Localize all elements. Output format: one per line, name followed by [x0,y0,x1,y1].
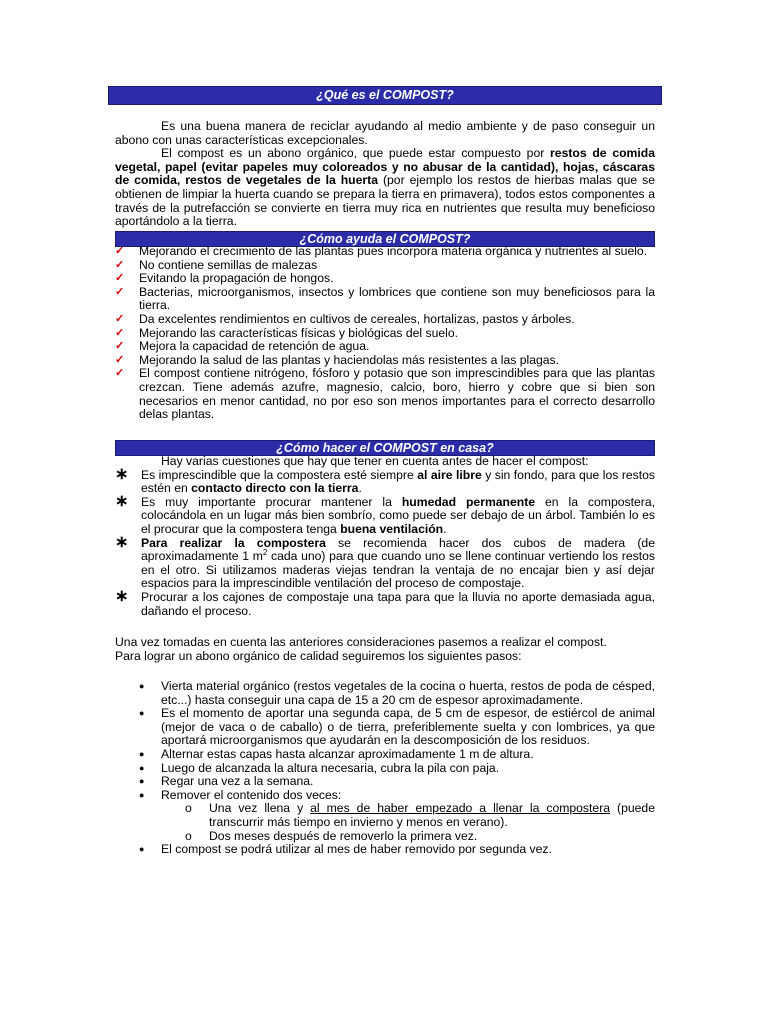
section-header-como-ayuda: ¿Cómo ayuda el COMPOST? [115,231,655,247]
list-item-text: Es el momento de aportar una segunda capa, de 5 cm de espesor, de estiércol de animal (mejor de vaca o de caballo) o de tierra, preferiblemente suelta y con lombrices, ya que aportará microorganismos que ayudarán en la descomposición de los residuos. [161,706,655,748]
list-item [115,680,655,707]
how-lead: Hay varias cuestiones que hay que tener en cuenta antes de hacer el compost: [161,454,589,468]
intro-text [115,120,655,229]
bullet-icon: ● [139,844,145,855]
s1-text-c: y sin fondo, para que los restos estén en [141,467,656,496]
list-item [115,313,655,327]
bullet-icon: ● [139,748,145,759]
steps-list [115,680,655,857]
steps-intro-2: Para lograr un abono orgánico de calidad seguiremos los siguientes pasos: [115,648,522,663]
check-icon: ✓ [115,353,125,366]
s3-text-c: cada uno) para que cuando uno se llene continuar vertiendo los restos en el otro. Si utilizamos maderas viejas tendran la ventaja de no encajar bien y así dejar espacios para la imprescindible ventilación del proceso de compostaje. [141,549,655,591]
list-item-text: Mejora la capacidad de retención de agua. [139,339,370,354]
sub-bullet-icon: o [185,801,192,816]
list-item [115,748,655,762]
check-icon: ✓ [115,245,125,257]
check-icon: ✓ [115,340,125,353]
check-icon: ✓ [115,326,125,339]
s3-text-b: se recomienda hacer dos cubos de madera (de aproximadamente 1 m [141,535,655,564]
para2-text-c: (por ejemplo los restos de hierbas malas que se obtienen de limpiar la huerta cuando se prepara la tierra en primavera), todos estos componentes a través de la putrefacción se convierte en tierra muy rica en nutrientes que resulta muy beneficioso aportándolo a la tierra. [115,173,655,229]
check-icon: ✓ [115,367,125,380]
asterisk-icon: ∗ [115,465,129,483]
s2-text-a: Es muy importante procurar mantener la [141,494,402,509]
s2-text-c: en la compostera, colocándola en un lugar más bien sombrío, como puede ser debajo de un árbol. También lo es el procurar que la compostera tenga [141,494,655,536]
s4-text: Procurar a los cajones de compostaje una tapa para que la lluvia no aporte demasiada agua, dañando el proceso. [141,589,655,618]
bullet-icon: ● [139,681,145,691]
bullet-icon: ● [139,708,145,719]
list-item [115,354,655,368]
bullet-icon: ● [139,762,145,773]
list-item [115,533,655,591]
s1-text-a: Es imprescindible que la compostera esté siempre [141,467,418,482]
check-icon: ✓ [115,272,125,285]
section-header-que-es: ¿Qué es el COMPOST? [108,86,662,105]
s1-bold-b: al aire libre [417,467,482,482]
benefits-list [115,245,655,422]
list-item-text: Mejorando el crecimiento de las plantas pues incorpora materia orgánica y nutrientes al suelo. [139,244,648,258]
how-to-section [115,455,655,618]
s2-bold-d: buena ventilación [340,521,444,536]
list-item-text: Evitando la propagación de hongos. [139,271,334,286]
sub2-text: Dos meses después de removerlo la primera vez. [209,828,478,843]
asterisk-icon: ∗ [115,587,129,605]
list-item-text: Vierta material orgánico (restos vegetales de la cocina o huerta, restos de poda de césped, etc...) hasta conseguir una capa de 15 a 20 cm de espesor aproximadamente. [161,679,655,707]
sub-list-item [161,830,655,844]
bullet-icon: ● [139,789,145,800]
intro-paragraph-2 [115,147,655,229]
list-item [115,762,655,776]
sub1-text-a: Una vez llena y [209,801,311,816]
list-item [115,775,655,789]
list-item-text: Da excelentes rendimientos en cultivos de cereales, hortalizas, pastos y árboles. [139,311,575,326]
sub-bullet-icon: o [185,828,192,843]
list-item [115,340,655,354]
list-item [115,587,655,618]
steps-intro-1: Una vez tomadas en cuenta las anteriores consideraciones pasemos a realizar el compost. [115,635,607,649]
sub1-text-c: (puede transcurrir más tiempo en invierno y menos en verano). [209,801,655,829]
check-icon: ✓ [115,312,125,325]
s1-bold-d: contacto directo con la tierra [191,481,359,496]
s3-bold-a: Para realizar la compostera [141,535,326,550]
list-item [115,286,655,313]
sub-list-item [161,802,655,829]
list-item-text: El compost contiene nitrógeno, fósforo y potasio que son imprescindibles para que las plantas crezcan. Tiene además azufre, magnesio, calcio, boro, hierro y cobre que si bien son necesarios en menor cantidad, no por eso son menos importantes para el correcto desarrollo delas plantas. [139,366,655,422]
list-item [115,367,655,421]
list-item [115,465,656,496]
steps-intro [115,636,655,663]
s1-text-e: . [358,481,362,496]
s2-text-e: . [443,521,447,536]
list-item [115,492,655,537]
sub-steps-list [161,802,655,843]
list-item [115,245,655,259]
list-item [115,707,655,748]
check-icon: ✓ [115,285,125,298]
para2-bold: restos de comida vegetal, papel (evitar papeles muy coloreados y no abusar de la cantidad), hojas, cáscaras de comida, restos de vegetales de la huerta [115,146,655,188]
list-item-text: Luego de alcanzada la altura necesaria, cubra la pila con paja. [161,760,500,775]
sub1-underlined: al mes de haber empezado a llenar la compostera [310,801,611,816]
asterisk-icon: ∗ [115,533,129,551]
list-item-text: No contiene semillas de malezas [139,257,318,272]
section-header-como-hacer: ¿Cómo hacer el COMPOST en casa? [115,440,655,456]
intro-paragraph-1: Es una buena manera de reciclar ayudando al medio ambiente y de paso conseguir un abono con unas características excepcionales. [115,119,655,147]
list-item [115,789,655,843]
asterisk-icon: ∗ [115,492,129,510]
list-item-text: Remover el contenido dos veces: [161,787,342,802]
s2-bold-b: humedad permanente [401,494,536,509]
s3-superscript: 2 [262,548,268,558]
list-item-text: Mejorando las características físicas y biológicas del suelo. [139,325,459,340]
list-item [115,327,655,341]
list-item-text: Alternar estas capas hasta alcanzar aproximadamente 1 m de altura. [161,746,534,761]
considerations-list [115,465,656,619]
list-item [115,272,655,286]
list-item [115,843,655,857]
list-item-text: Mejorando la salud de las plantas y haciendolas más resistentes a las plagas. [139,352,560,367]
list-item-text: Regar una vez a la semana. [161,774,314,789]
list-item-text: Bacterias, microorganismos, insectos y lombrices que contiene son muy beneficiosos para la tierra. [139,284,655,313]
check-icon: ✓ [115,258,125,271]
bullet-icon: ● [139,776,145,787]
list-item [115,259,655,273]
para2-text-a: El compost es un abono orgánico, que puede estar compuesto por [161,146,551,161]
list-item-text: El compost se podrá utilizar al mes de haber removido por segunda vez. [161,842,552,857]
